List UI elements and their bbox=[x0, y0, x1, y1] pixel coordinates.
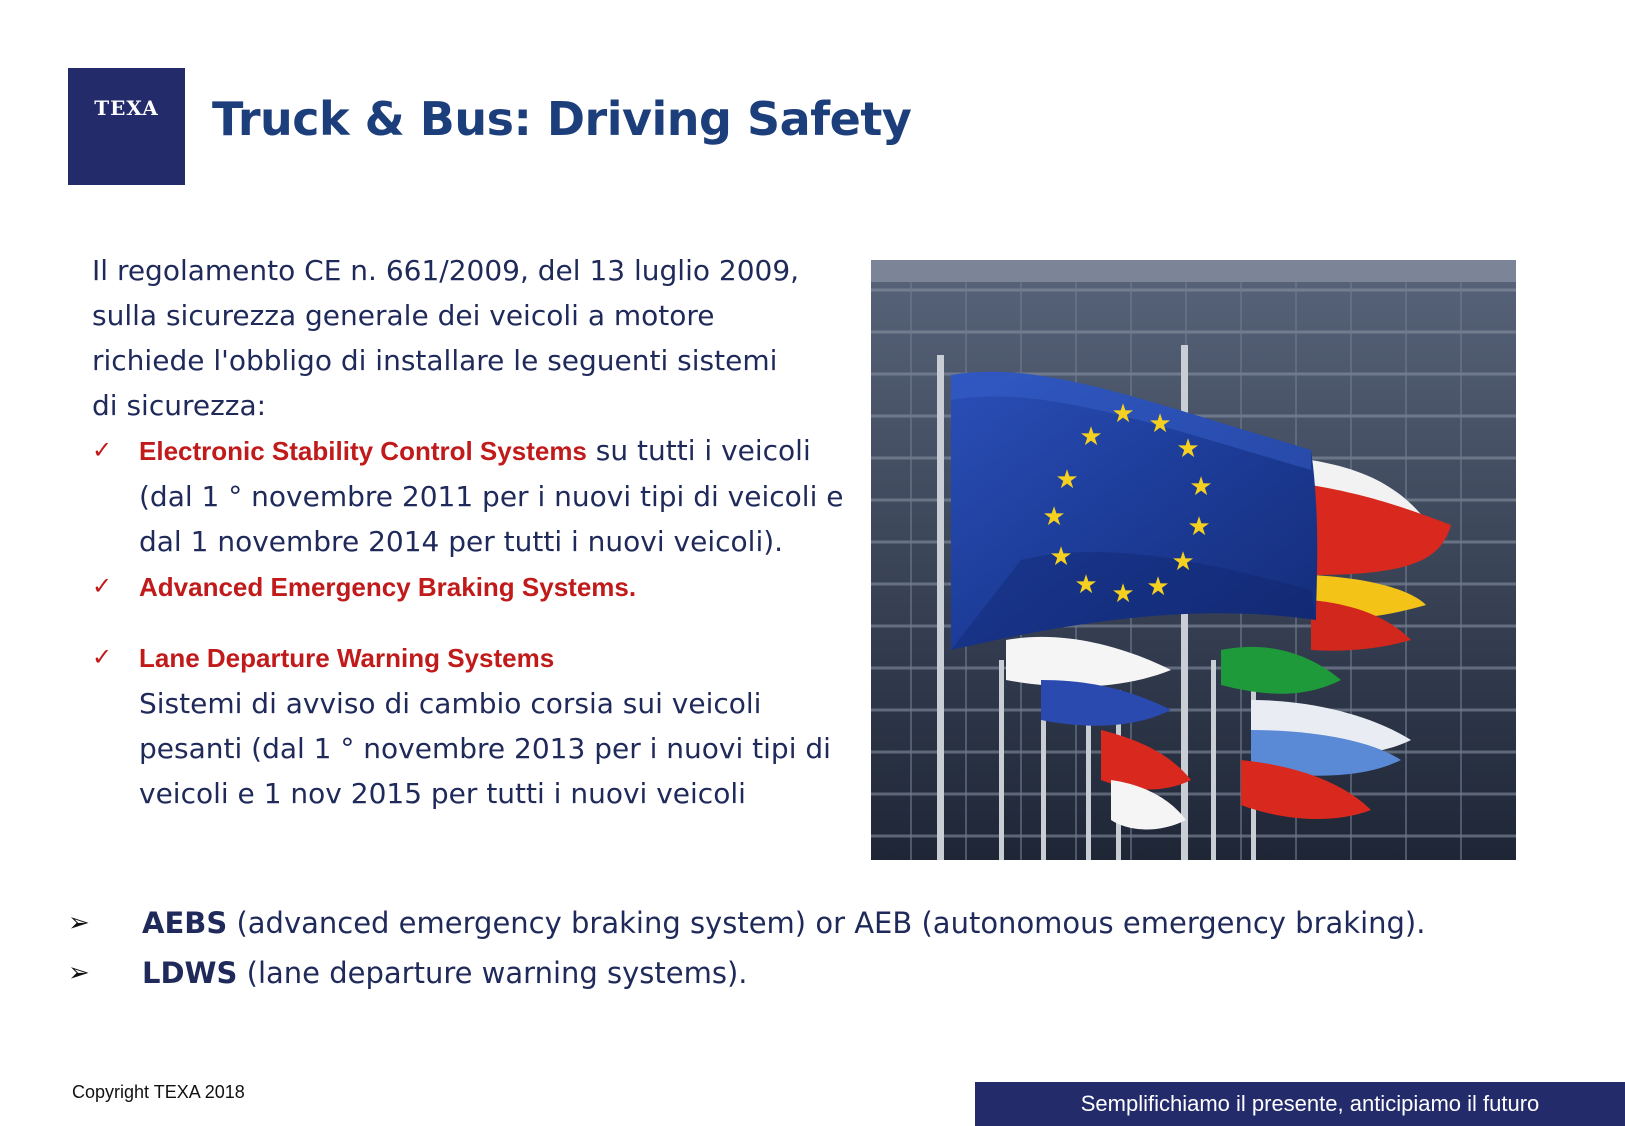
ldws-abbr: LDWS bbox=[142, 956, 238, 990]
abbreviation-list bbox=[68, 898, 1568, 998]
svg-text:★: ★ bbox=[1079, 422, 1103, 452]
aebs-definition: (advanced emergency braking system) or AEB (autonomous emergency braking). bbox=[227, 906, 1426, 940]
aebs-label: Advanced Emergency Braking Systems. bbox=[139, 572, 637, 602]
svg-text:★: ★ bbox=[1111, 399, 1135, 429]
bullet-ldws bbox=[68, 948, 1568, 998]
svg-text:★: ★ bbox=[1074, 570, 1098, 600]
regulation-text bbox=[92, 248, 872, 816]
bullet-aebs bbox=[68, 898, 1568, 948]
svg-text:★: ★ bbox=[1171, 547, 1195, 577]
svg-text:★: ★ bbox=[1176, 434, 1200, 464]
intro-paragraph: Il regolamento CE n. 661/2009, del 13 luglio 2009, sulla sicurezza generale dei veicoli a motore richiede l'obbligo di installare le seguenti sistemi di sicurezza: bbox=[92, 254, 800, 422]
svg-text:★: ★ bbox=[1111, 579, 1135, 609]
list-item-aebs bbox=[92, 564, 872, 610]
checkmark-icon: ✓ bbox=[92, 436, 113, 464]
texa-logo: TEXA bbox=[68, 68, 185, 185]
arrow-bullet-icon: ➢ bbox=[68, 958, 90, 988]
copyright-text: Copyright TEXA 2018 bbox=[72, 1082, 245, 1102]
svg-text:★: ★ bbox=[1148, 409, 1172, 439]
svg-text:★: ★ bbox=[1146, 572, 1170, 602]
slogan-bar: Semplifichiamo il presente, anticipiamo il futuro bbox=[975, 1082, 1625, 1126]
list-spacer bbox=[92, 610, 872, 635]
eu-flags-photo bbox=[871, 260, 1516, 860]
list-item-esc bbox=[92, 428, 872, 564]
esc-description: su tutti i veicoli (dal 1 ° novembre 2011 per i nuovi tipi di veicoli e dal 1 novembre 2014 per tutti i nuovi veicoli). bbox=[139, 434, 844, 558]
checkmark-icon: ✓ bbox=[92, 572, 113, 600]
aebs-abbr: AEBS bbox=[142, 906, 228, 940]
svg-text:★: ★ bbox=[1189, 472, 1213, 502]
checkmark-icon: ✓ bbox=[92, 643, 113, 671]
svg-text:★: ★ bbox=[1187, 512, 1211, 542]
svg-text:★: ★ bbox=[1049, 542, 1073, 572]
ldws-definition: (lane departure warning systems). bbox=[237, 956, 748, 990]
esc-label: Electronic Stability Control Systems bbox=[139, 436, 587, 466]
list-item-ldws bbox=[92, 635, 872, 816]
page-title: Truck & Bus: Driving Safety bbox=[212, 92, 912, 146]
ldws-description: Sistemi di avviso di cambio corsia sui veicoli pesanti (dal 1 ° novembre 2013 per i nuovi tipi di veicoli e 1 nov 2015 per tutti i nuovi veicoli bbox=[139, 687, 831, 810]
safety-systems-list bbox=[92, 428, 872, 816]
svg-text:★: ★ bbox=[1042, 502, 1066, 532]
arrow-bullet-icon: ➢ bbox=[68, 908, 90, 938]
svg-text:★: ★ bbox=[1055, 465, 1079, 495]
ldws-label: Lane Departure Warning Systems bbox=[139, 643, 555, 673]
eu-flags-illustration bbox=[871, 260, 1516, 860]
